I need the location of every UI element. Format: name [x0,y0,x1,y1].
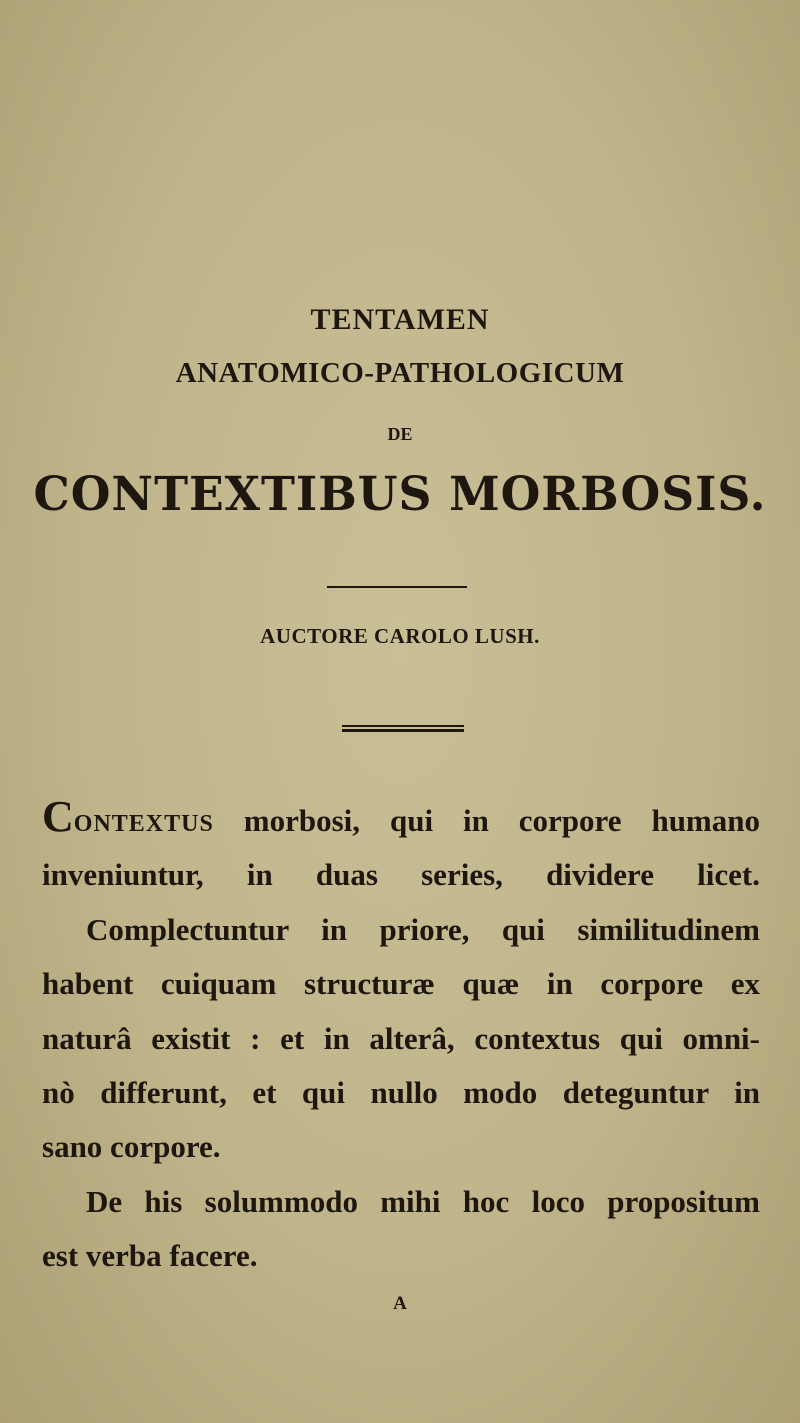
body-line-text: morbosi, qui in corpore humano [213,803,760,838]
body-line: De his solummodo mihi hoc loco propositum [86,1183,760,1219]
title-line-2: ANATOMICO-PATHOLOGICUM [175,357,625,389]
title-main: CONTEXTIBUS MORBOSIS. [33,467,767,522]
body-line: est verba facere. [42,1238,258,1274]
body-line: nò differunt, et qui nullo modo deteguntur in [42,1074,760,1110]
body-line: habent cuiquam structuræ quæ in corpore ex [42,966,760,1002]
title-line-3: DE [387,424,413,444]
body-line: inveniuntur, in duas series, dividere licet. [42,857,760,893]
drop-cap: C [42,792,74,841]
body-text [42,794,760,1284]
body-line [42,794,760,848]
double-rule-divider [342,725,464,734]
title-line-1: TENTAMEN [310,303,490,336]
small-caps-word: ONTEXTUS [73,811,214,837]
body-line: naturâ existit : et in alterâ, contextus qui omni- [42,1020,760,1056]
author-line: AUCTORE CAROLO LUSH. [260,624,540,648]
body-line: Complectuntur in priore, qui similitudinem [86,911,760,947]
body-line: sano corpore. [42,1129,221,1165]
rule-divider [327,586,467,588]
signature-mark: A [393,1293,407,1314]
